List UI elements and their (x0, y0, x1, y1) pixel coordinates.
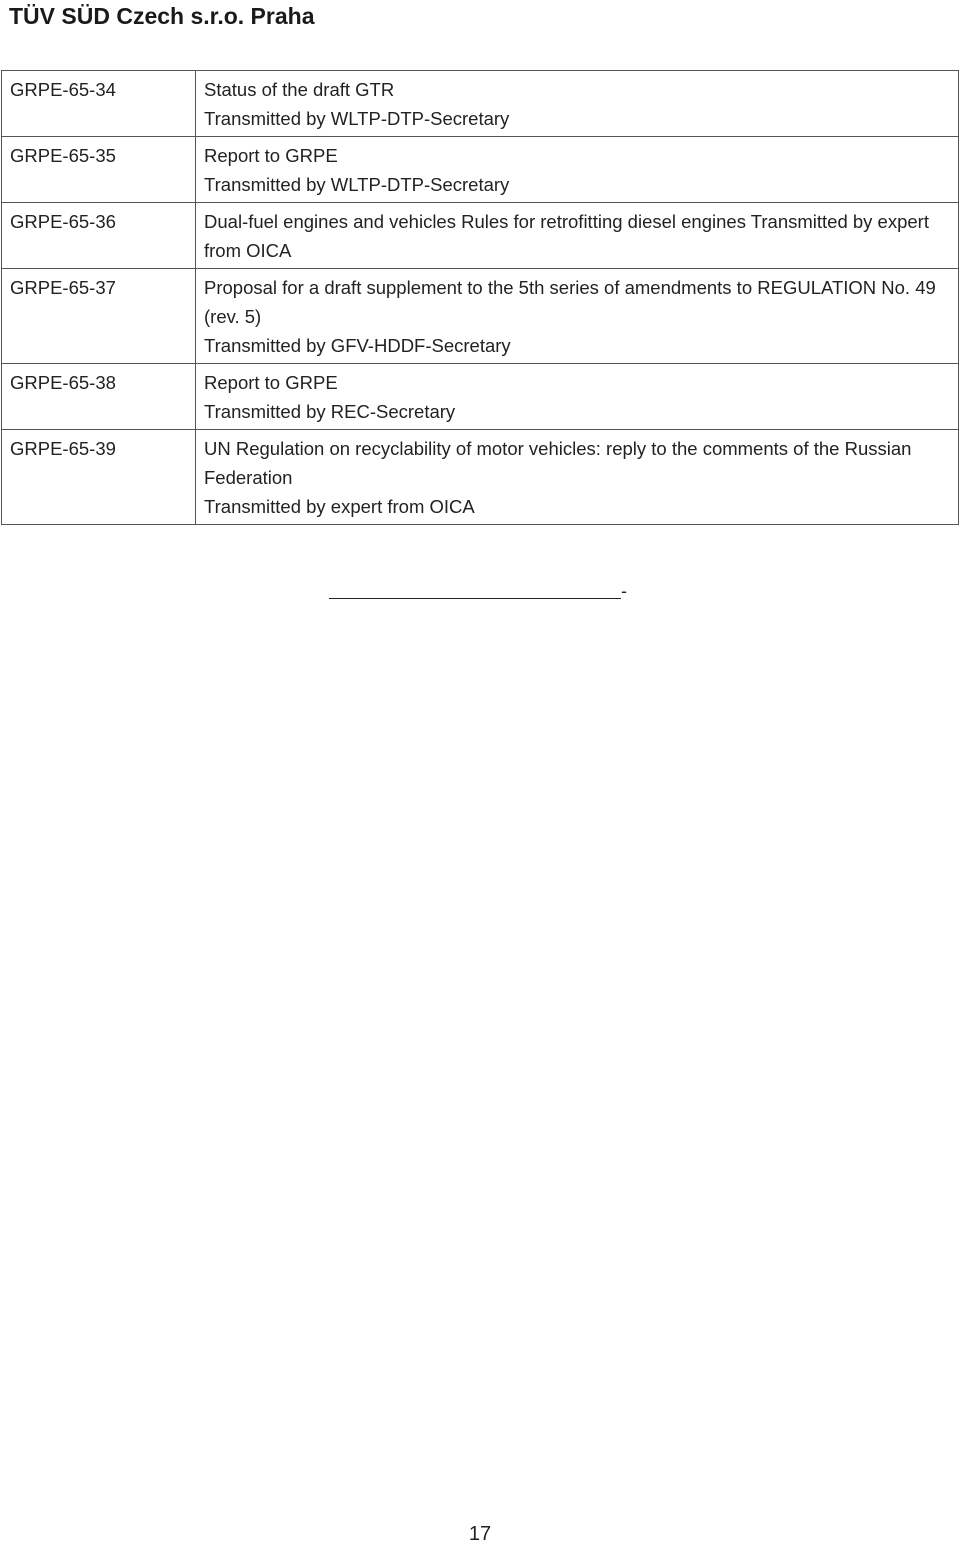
separator-rule (329, 580, 621, 599)
description-line: Transmitted by REC-Secretary (204, 401, 456, 422)
description-line: Report to GRPE (204, 145, 338, 166)
document-code: GRPE-65-37 (2, 269, 196, 364)
table-row (2, 137, 959, 203)
description-line: Dual-fuel engines and vehicles Rules for retrofitting diesel engines Transmitted by expert from OICA (204, 211, 929, 261)
description-line: Report to GRPE (204, 372, 338, 393)
table-row (2, 71, 959, 137)
description-line: Status of the draft GTR (204, 79, 395, 100)
document-code: GRPE-65-39 (2, 430, 196, 525)
description-line: Proposal for a draft supplement to the 5th series of amendments to REGULATION No. 49 (rev. 5) (204, 277, 936, 327)
description-line: Transmitted by GFV-HDDF-Secretary (204, 335, 511, 356)
document-code: GRPE-65-34 (2, 71, 196, 137)
document-code: GRPE-65-36 (2, 203, 196, 269)
document-description (196, 203, 959, 269)
description-line: Transmitted by WLTP-DTP-Secretary (204, 108, 510, 129)
separator-dash: - (621, 581, 627, 601)
document-description (196, 364, 959, 430)
description-line: Transmitted by expert from OICA (204, 496, 475, 517)
document-description (196, 71, 959, 137)
table-row (2, 269, 959, 364)
table-row (2, 430, 959, 525)
document-description (196, 269, 959, 364)
document-description (196, 430, 959, 525)
page-number: 17 (468, 1523, 492, 1545)
end-separator (329, 580, 627, 602)
table-row (2, 203, 959, 269)
table-row (2, 364, 959, 430)
document-description (196, 137, 959, 203)
documents-table (1, 70, 959, 525)
document-code: GRPE-65-35 (2, 137, 196, 203)
description-line: Transmitted by WLTP-DTP-Secretary (204, 174, 510, 195)
description-line: UN Regulation on recyclability of motor vehicles: reply to the comments of the Russian Federation (204, 438, 912, 488)
document-header-title: TÜV SÜD Czech s.r.o. Praha (9, 3, 315, 29)
document-code: GRPE-65-38 (2, 364, 196, 430)
